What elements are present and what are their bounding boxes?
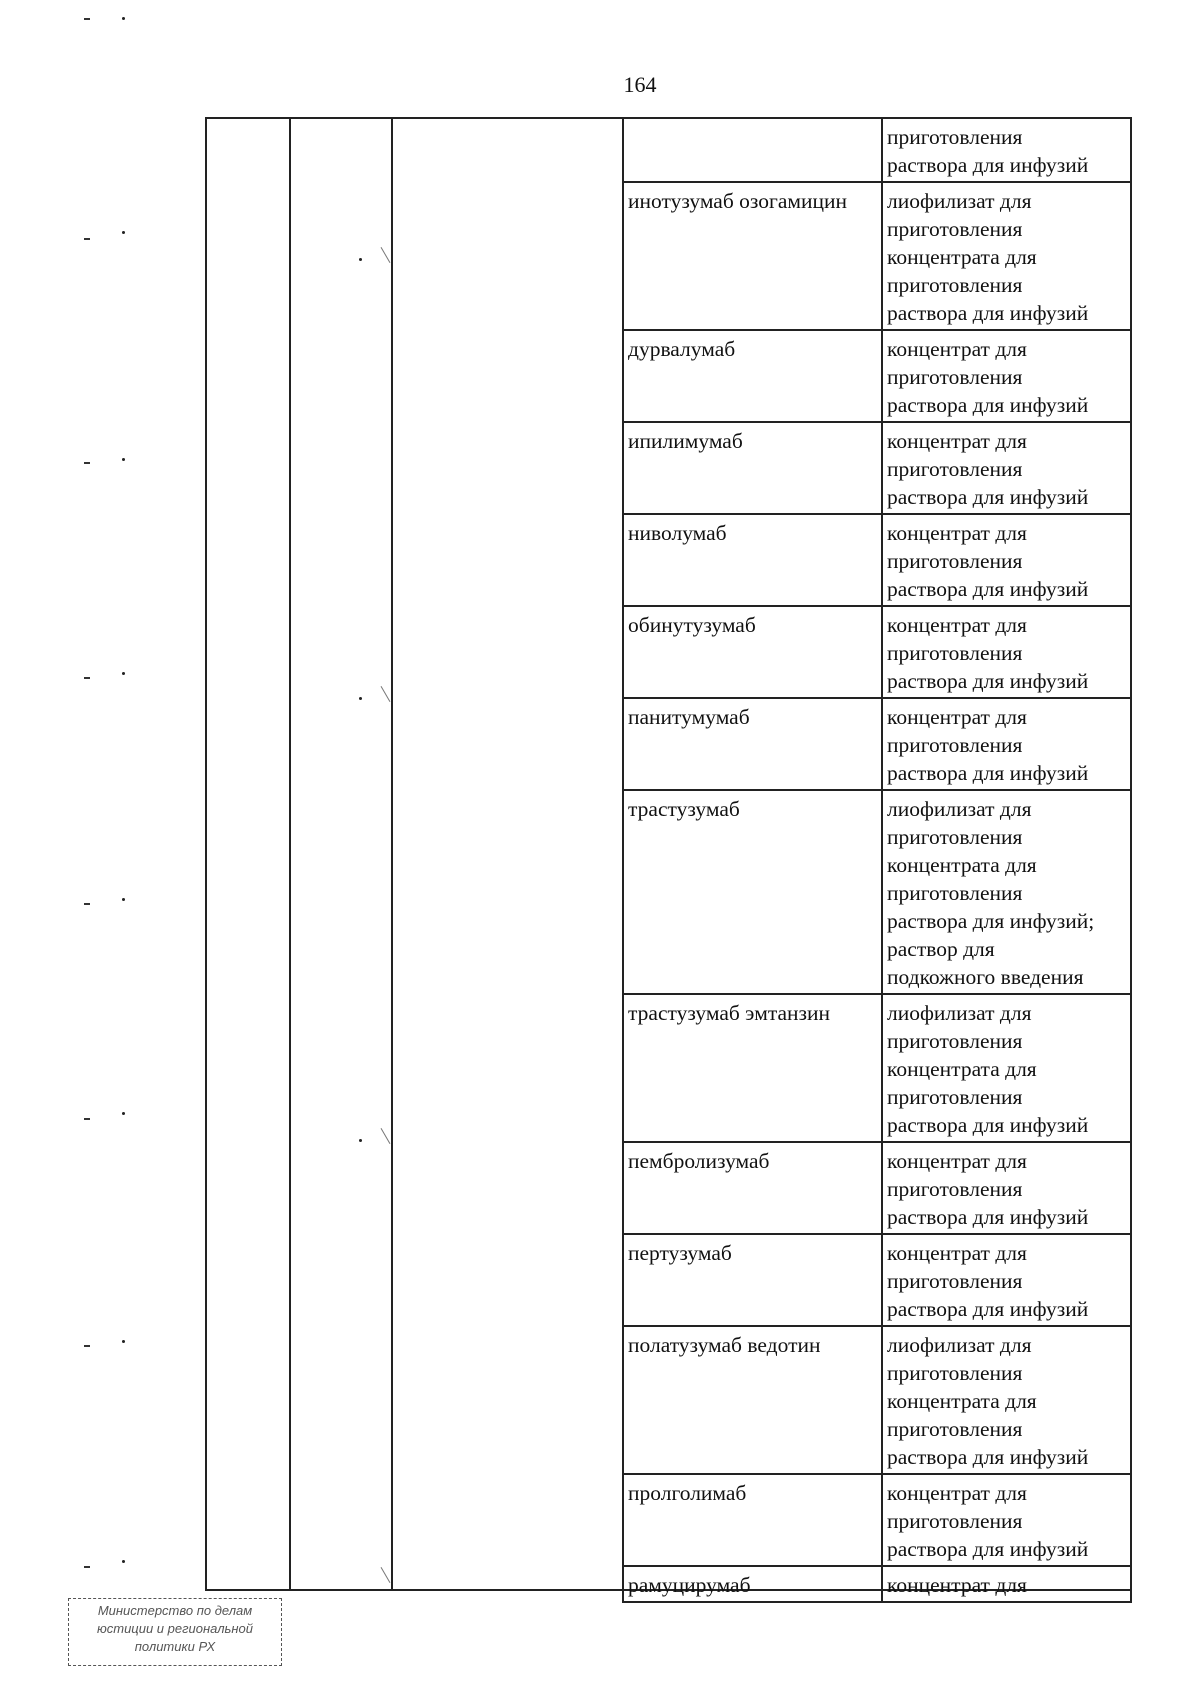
dosage-form-line: концентрат для [887,1573,1027,1597]
dosage-form-line: приготовления [887,1269,1023,1293]
table-row [623,1566,1131,1602]
table-row [623,698,1131,790]
dosage-form-line: раствора для инфузий [887,1113,1089,1137]
drug-name-cell: дурвалумаб [623,330,882,422]
scan-speck [84,238,90,240]
scan-speck [84,18,90,20]
table-row [623,1234,1131,1326]
drug-name-cell: панитумумаб [623,698,882,790]
dosage-form-line: концентрат для [887,1241,1027,1265]
table-row [623,1326,1131,1474]
dosage-form-line: концентрат для [887,1149,1027,1173]
scan-speck [84,1566,90,1568]
dosage-form-line: приготовления [887,549,1023,573]
table-row [623,606,1131,698]
dosage-form-line: раствора для инфузий [887,761,1089,785]
scan-speck [359,1139,362,1142]
dosage-form-line: концентрат для [887,429,1027,453]
dosage-form-cell [882,1234,1131,1326]
dosage-form-line: приготовления [887,1509,1023,1533]
dosage-form-line: раствора для инфузий [887,485,1089,509]
table-row [623,994,1131,1142]
column-divider [391,117,393,1591]
dosage-form-cell [882,182,1131,330]
scan-speck [122,1340,125,1343]
table-row [623,330,1131,422]
dosage-form-cell [882,1142,1131,1234]
dosage-form-cell [882,514,1131,606]
column-divider [289,117,291,1591]
table-row [623,1474,1131,1566]
dosage-form-cell [882,1566,1131,1602]
dosage-form-cell [882,1326,1131,1474]
drug-name-cell: ипилимумаб [623,422,882,514]
scan-speck [359,697,362,700]
dosage-form-line: приготовления [887,1417,1023,1441]
table-row [623,514,1131,606]
scan-speck [84,462,90,464]
drug-name-cell [623,118,882,182]
scan-speck [84,1345,90,1347]
dosage-form-line: концентрата для [887,245,1037,269]
dosage-form-line: концентрат для [887,705,1027,729]
dosage-form-cell [882,698,1131,790]
dosage-form-line: раствора для инфузий [887,153,1089,177]
dosage-form-line: раствора для инфузий [887,1445,1089,1469]
scan-speck [122,898,125,901]
table-row [623,422,1131,514]
scan-speck [84,903,90,905]
dosage-form-line: раствора для инфузий [887,1537,1089,1561]
scan-speck [359,258,362,261]
dosage-form-line: раствора для инфузий [887,1297,1089,1321]
dosage-form-line: подкожного введения [887,965,1084,989]
dosage-form-line: раствора для инфузий [887,577,1089,601]
stamp-line: политики РХ [134,1639,216,1654]
dosage-form-line: приготовления [887,217,1023,241]
drug-table-body [623,118,1131,1602]
scan-speck [122,1560,125,1563]
table-row [623,182,1131,330]
dosage-form-cell [882,790,1131,994]
drug-name-cell: пролголимаб [623,1474,882,1566]
dosage-form-line: концентрат для [887,1481,1027,1505]
table-row [623,118,1131,182]
dosage-form-line: концентрата для [887,1389,1037,1413]
dosage-form-line: лиофилизат для [887,189,1032,213]
dosage-form-cell [882,118,1131,182]
drug-name-cell: инотузумаб озогамицин [623,182,882,330]
page-number: 164 [623,72,657,97]
dosage-form-line: приготовления [887,825,1023,849]
dosage-form-line: раствора для инфузий; [887,909,1095,933]
stamp-line: Министерство по делам [97,1603,253,1618]
dosage-form-cell [882,330,1131,422]
dosage-form-line: приготовления [887,273,1023,297]
dosage-form-line: приготовления [887,641,1023,665]
dosage-form-line: приготовления [887,1029,1023,1053]
dosage-form-line: концентрата для [887,853,1037,877]
drug-name-cell: трастузумаб [623,790,882,994]
stamp-line: юстиции и региональной [96,1621,254,1636]
scan-speck [122,231,125,234]
dosage-form-line: раствора для инфузий [887,669,1089,693]
drug-table [622,117,1132,1603]
dosage-form-line: лиофилизат для [887,1333,1032,1357]
scan-speck [84,1118,90,1120]
dosage-form-line: приготовления [887,733,1023,757]
dosage-form-line: концентрат для [887,613,1027,637]
scan-speck [122,1112,125,1115]
dosage-form-line: концентрат для [887,521,1027,545]
drug-name-cell: пертузумаб [623,1234,882,1326]
scan-speck [84,677,90,679]
dosage-form-line: приготовления [887,1177,1023,1201]
dosage-form-line: раствора для инфузий [887,301,1089,325]
dosage-form-cell [882,1474,1131,1566]
table-row [623,790,1131,994]
ministry-stamp [68,1598,282,1666]
dosage-form-line: приготовления [887,365,1023,389]
scan-speck [122,458,125,461]
dosage-form-line: приготовления [887,1085,1023,1109]
dosage-form-line: приготовления [887,125,1023,149]
dosage-form-cell [882,422,1131,514]
dosage-form-line: лиофилизат для [887,1001,1032,1025]
dosage-form-cell [882,994,1131,1142]
dosage-form-line: концентрата для [887,1057,1037,1081]
scan-speck [122,672,125,675]
dosage-form-line: раствора для инфузий [887,393,1089,417]
drug-name-cell: обинутузумаб [623,606,882,698]
drug-name-cell: полатузумаб ведотин [623,1326,882,1474]
dosage-form-line: приготовления [887,1361,1023,1385]
dosage-form-line: приготовления [887,457,1023,481]
drug-name-cell: рамуцирумаб [623,1566,882,1602]
scan-speck [122,17,125,20]
table-row [623,1142,1131,1234]
dosage-form-line: приготовления [887,881,1023,905]
dosage-form-cell [882,606,1131,698]
dosage-form-line: раствора для инфузий [887,1205,1089,1229]
drug-name-cell: трастузумаб эмтанзин [623,994,882,1142]
dosage-form-line: лиофилизат для [887,797,1032,821]
dosage-form-line: раствор для [887,937,995,961]
drug-name-cell: ниволумаб [623,514,882,606]
drug-name-cell: пембролизумаб [623,1142,882,1234]
dosage-form-line: концентрат для [887,337,1027,361]
